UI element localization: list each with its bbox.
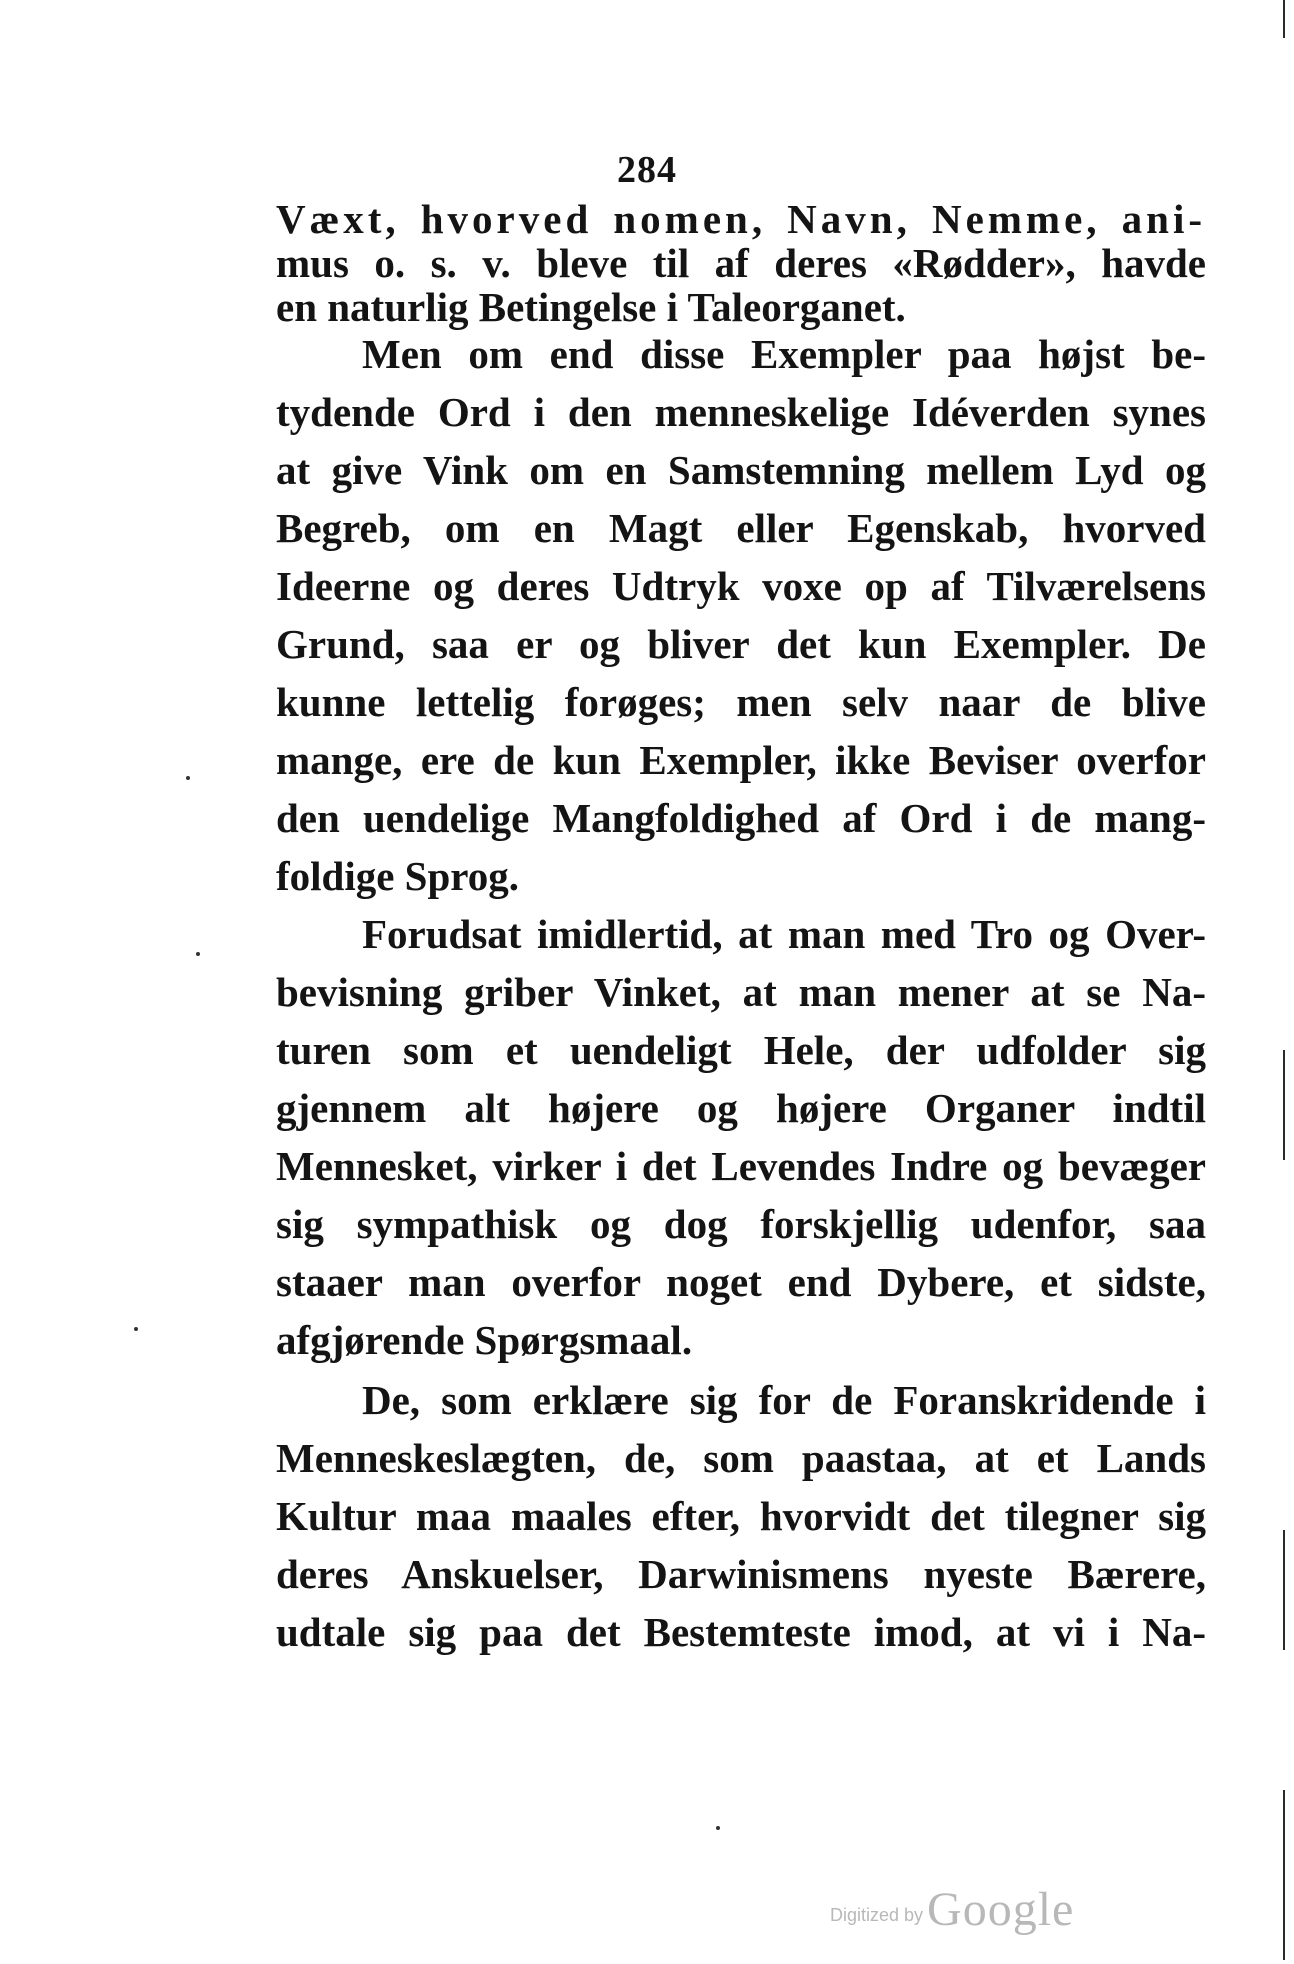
google-watermark	[830, 1882, 1074, 1937]
text-line-20: staaer man overfor noget end Dybere, et sidste,	[276, 1259, 1206, 1305]
text-line-22: De, som erklære sig for de Foranskridende i	[362, 1377, 1206, 1423]
text-line-26: udtale sig paa det Bestemteste imod, at vi i Na-	[276, 1609, 1206, 1655]
scan-speck	[716, 1826, 720, 1830]
text-line-14: Forudsat imidlertid, at man med Tro og Over-	[362, 911, 1206, 957]
text-line-19: sig sympathisk og dog forskjellig udenfor, saa	[276, 1201, 1206, 1247]
text-line-11: mange, ere de kun Exempler, ikke Beviser overfor	[276, 737, 1206, 783]
text-line-18: Mennesket, virker i det Levendes Indre og bevæger	[276, 1143, 1206, 1189]
scan-edge-line	[1283, 1050, 1285, 1160]
text-line-2: mus o. s. v. bleve til af deres «Rødder», havde	[276, 240, 1206, 286]
scan-speck	[186, 776, 190, 780]
scan-edge-line	[1283, 0, 1285, 38]
text-line-10: kunne lettelig forøges; men selv naar de blive	[276, 679, 1206, 725]
text-line-21: afgjørende Spørgsmaal.	[276, 1317, 693, 1363]
text-line-6: at give Vink om en Samstemning mellem Lyd og	[276, 447, 1206, 493]
text-line-15: bevisning griber Vinket, at man mener at se Na-	[276, 969, 1206, 1015]
scan-edge-line	[1283, 1790, 1285, 1960]
text-line-13: foldige Sprog.	[276, 853, 519, 899]
scan-edge-line	[1283, 1530, 1285, 1650]
text-line-24: Kultur maa maales efter, hvorvidt det tilegner sig	[276, 1493, 1206, 1539]
text-line-9: Grund, saa er og bliver det kun Exempler. De	[276, 621, 1206, 667]
text-line-17: gjennem alt højere og højere Organer indtil	[276, 1085, 1206, 1131]
text-line-8: Ideerne og deres Udtryk voxe op af Tilværelsens	[276, 563, 1206, 609]
text-line-23: Menneskeslægten, de, som paastaa, at et Lands	[276, 1435, 1206, 1481]
scan-speck	[134, 1327, 138, 1331]
text-line-3: en naturlig Betingelse i Taleorganet.	[276, 284, 906, 330]
text-line-25: deres Anskuelser, Darwinismens nyeste Bærere,	[276, 1551, 1206, 1597]
text-line-1: Væxt, hvorved nomen, Navn, Nemme, ani-	[276, 196, 1206, 242]
page-number: 284	[617, 149, 677, 191]
text-line-5: tydende Ord i den menneskelige Idéverden synes	[276, 389, 1206, 435]
scan-speck	[196, 952, 200, 956]
google-logo: Google	[927, 1883, 1075, 1936]
text-line-16: turen som et uendeligt Hele, der udfolder sig	[276, 1027, 1206, 1073]
text-line-7: Begreb, om en Magt eller Egenskab, hvorved	[276, 505, 1206, 551]
watermark-prefix: Digitized by	[830, 1905, 924, 1925]
text-line-12: den uendelige Mangfoldighed af Ord i de mang-	[276, 795, 1206, 841]
text-line-4: Men om end disse Exempler paa højst be-	[362, 331, 1206, 377]
